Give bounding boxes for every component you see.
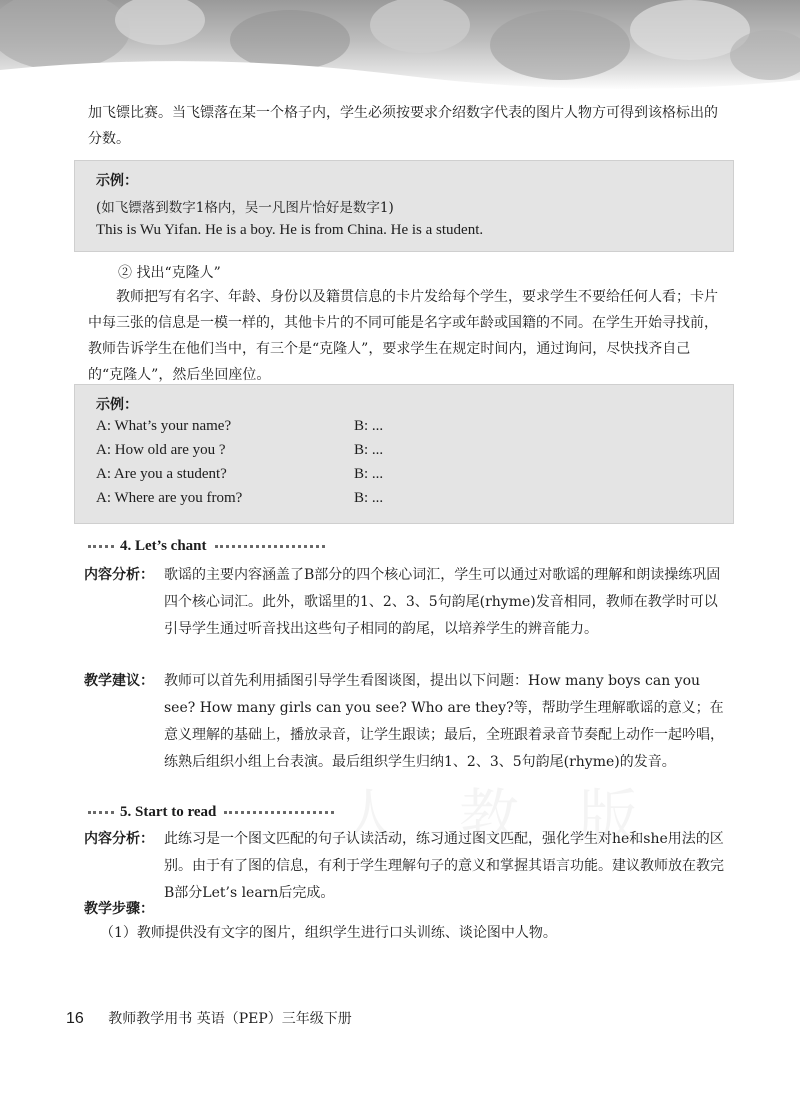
content-analysis-label: 内容分析：	[84, 567, 154, 583]
intro-paragraph: 加飞镖比赛。当飞镖落在某一个格子内，学生必须按要求介绍数字代表的图片人物方可得到该格标出的分数。	[88, 105, 718, 147]
teaching-advice-label: 教学建议：	[84, 673, 154, 689]
floral-pattern-icon	[0, 0, 800, 90]
example-title: 示例：	[96, 173, 138, 189]
dotted-rule	[88, 545, 114, 548]
content-analysis-label: 内容分析：	[84, 831, 154, 847]
answer-text: B: ...	[354, 466, 384, 482]
example-note: (如飞镖落到数字1格内，吴一凡图片恰好是数字1)	[96, 200, 394, 216]
answer-text: B: ...	[354, 418, 384, 434]
example-sentence: This is Wu Yifan. He is a boy. He is from China. He is a student.	[96, 222, 484, 238]
book-title: 教师教学用书 英语（PEP）三年级下册	[108, 1011, 352, 1027]
answer-text: B: ...	[354, 442, 384, 458]
dialogue-row	[96, 442, 716, 459]
question-text: A: Where are you from?	[96, 490, 243, 506]
section-title: 4. Let’s chant	[120, 538, 207, 554]
decorative-header-banner	[0, 0, 800, 90]
dotted-rule	[88, 811, 114, 814]
section-5-heading	[88, 804, 334, 821]
example-box-1	[74, 160, 734, 252]
teaching-steps-label: 教学步骤：	[84, 901, 154, 917]
section-4-heading	[88, 538, 325, 555]
content-analysis-text: 此练习是一个图文匹配的句子认读活动，练习通过图文匹配，强化学生对he和she用法的区别。由于有了图的信息，有利于学生理解句子的意义和掌握其语言功能。建议教师放在教完B部分Let’s learn后完成。	[164, 831, 724, 901]
answer-text: B: ...	[354, 490, 384, 506]
question-text: A: Are you a student?	[96, 466, 227, 482]
game-heading: ② 找出“克隆人”	[118, 265, 221, 281]
dotted-rule	[215, 545, 325, 548]
example-box-2	[74, 384, 734, 524]
content-analysis-text: 歌谣的主要内容涵盖了B部分的四个核心词汇，学生可以通过对歌谣的理解和朗读操练巩固四个核心词汇。此外，歌谣里的1、2、3、5句韵尾(rhyme)发音相同，教师在教学时可以引导学生通过听音找出这些句子相同的韵尾，以培养学生的辨音能力。	[164, 567, 721, 637]
dialogue-row	[96, 490, 716, 507]
teaching-step-1: （1）教师提供没有文字的图片，组织学生进行口头训练、谈论图中人物。	[100, 925, 557, 941]
example-title: 示例：	[96, 397, 138, 413]
question-text: A: What’s your name?	[96, 418, 232, 434]
page-number: 16	[66, 1010, 84, 1027]
teaching-advice-text: 教师可以首先利用插图引导学生看图谈图，提出以下问题：How many boys can you see? How many girls can you see? Who are they?等，帮助学生理解歌谣的意义；在意义理解的基础上，播放录音，让学生跟读；最后，全班跟着录音节奏配上动作一起吟唱，练熟后组织小组上台表演。最后组织学生归纳1、2、3、5句韵尾(rhyme)的发音。	[164, 673, 724, 770]
dotted-rule	[224, 811, 334, 814]
dialogue-row	[96, 418, 716, 435]
dialogue-row	[96, 466, 716, 483]
section-title: 5. Start to read	[120, 804, 217, 820]
question-text: A: How old are you ?	[96, 442, 226, 458]
game-paragraph: 教师把写有名字、年龄、身份以及籍贯信息的卡片发给每个学生，要求学生不要给任何人看；卡片中每三张的信息是一模一样的，其他卡片的不同可能是名字或年龄或国籍的不同。在学生开始寻找前，教师告诉学生在他们当中，有三个是“克隆人”，要求学生在规定时间内，通过询问，尽快找齐自己的“克隆人”，然后坐回座位。	[88, 289, 718, 383]
page-footer	[66, 1008, 352, 1028]
